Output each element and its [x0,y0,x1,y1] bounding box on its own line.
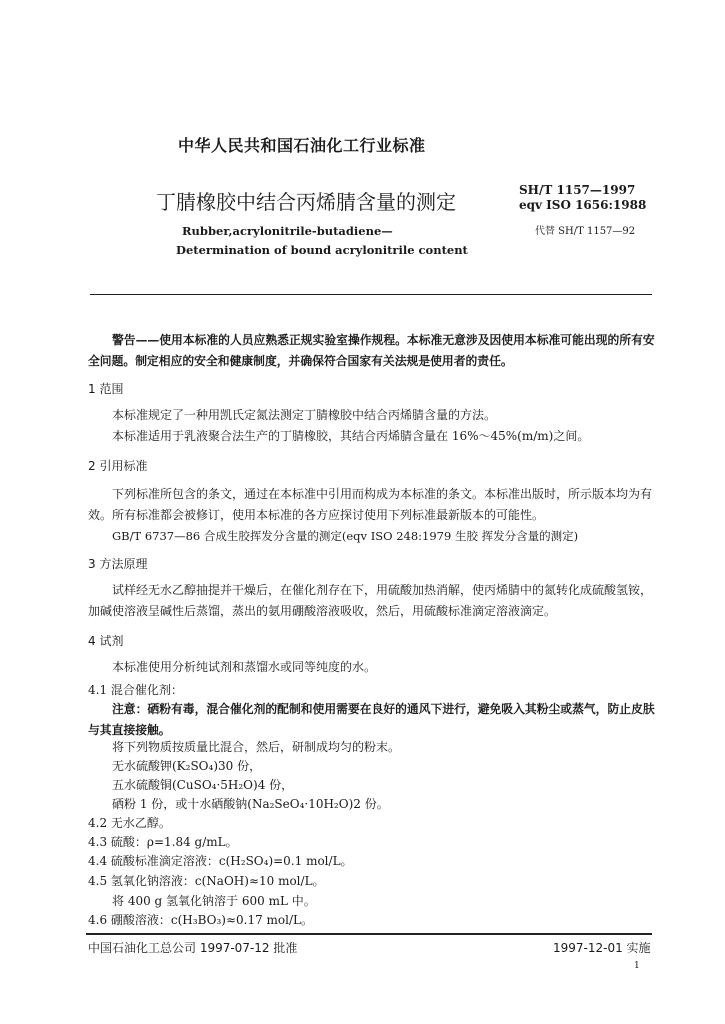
mix-component-selenium: 硒粉 1 份，或十水硒酸钠(Na₂SeO₄·10H₂O)2 份。 [112,797,389,811]
item-4-6: 4.6 硼酸溶液：c(H₃BO₃)≈0.17 mol/L。 [88,913,313,927]
section-4-heading: 4 试剂 [88,634,124,648]
english-title-line-1: Rubber,acrylonitrile-butadiene— [182,224,393,238]
section-1-paragraph-2: 本标准适用于乳液聚合法生产的丁腈橡胶，其结合丙烯腈含量在 16%～45%(m/m)之间。 [112,429,590,443]
section-2-paragraph-1: 下列标准所包含的条文，通过在本标准中引用而构成为本标准的条文。本标准出版时，所示版本均为有效。所有标准都会被修订，使用本标准的各方应探讨使用下列标准最新版本的可能性。 [88,487,653,522]
mix-instruction: 将下列物质按质量比混合，然后，研制成均匀的粉末。 [112,740,401,754]
section-1-heading: 1 范围 [88,382,124,396]
item-4-2: 4.2 无水乙醇。 [88,816,171,830]
item-4-4: 4.4 硫酸标准滴定溶液：c(H₂SO₄)=0.1 mol/L。 [88,854,353,868]
section-1-paragraph-1: 本标准规定了一种用凯氏定氮法测定丁腈橡胶中结合丙烯腈含量的方法。 [112,408,497,422]
approval-line: 中国石油化工总公司 1997-07-12 批准 [88,941,298,955]
header-rule [90,294,652,295]
safety-warning: 警告——使用本标准的人员应熟悉正规实验室操作规程。本标准无意涉及因使用本标准可能出现的所有安全问题。制定相应的安全和健康制度，并确保符合国家有关法规是使用者的责任。 [88,333,655,368]
footer-rule [86,933,652,935]
industry-standard-title: 中华人民共和国石油化工行业标准 [178,136,426,155]
section-3-heading: 3 方法原理 [88,557,148,571]
standard-number: SH/T 1157—1997 [519,183,636,197]
page-number: 1 [634,961,640,971]
item-4-3: 4.3 硫酸：ρ=1.84 g/mL。 [88,835,238,849]
mix-component-cuso4: 五水硫酸铜(CuSO₄·5H₂O)4 份， [112,778,294,792]
caution-note: 注意：硒粉有毒，混合催化剂的配制和使用需要在良好的通风下进行，避免吸入其粉尘或蒸气，防止皮肤与其直接接触。 [88,702,655,737]
section-2-heading: 2 引用标准 [88,459,148,473]
equivalent-standard: eqv ISO 1656:1988 [519,198,647,212]
replaces-standard: 代替 SH/T 1157—92 [535,226,636,237]
effective-date: 1997-12-01 实施 [553,941,651,955]
english-title-line-2: Determination of bound acrylonitrile content [176,243,468,257]
mix-component-k2so4: 无水硫酸钾(K₂SO₄)30 份， [112,759,262,773]
section-3-paragraph-1: 试样经无水乙醇抽提并干燥后，在催化剂存在下，用硫酸加热消解，使丙烯腈中的氮转化成硫酸氢铵，加碱使溶液呈碱性后蒸馏，蒸出的氨用硼酸溶液吸收，然后，用硫酸标准滴定溶液滴定。 [88,583,653,618]
item-4-5: 4.5 氢氧化钠溶液：c(NaOH)≈10 mol/L。 [88,874,325,888]
section-2-reference: GB/T 6737—86 合成生胶挥发分含量的测定(eqv ISO 248:1979 生胶 挥发分含量的测定) [112,529,579,543]
document-title-cn: 丁腈橡胶中结合丙烯腈含量的测定 [156,190,456,214]
item-4-1: 4.1 混合催化剂： [88,683,183,697]
section-4-paragraph-1: 本标准使用分析纯试剂和蒸馏水或同等纯度的水。 [112,660,377,674]
item-4-5-note: 将 400 g 氢氧化钠溶于 600 mL 中。 [112,894,316,908]
